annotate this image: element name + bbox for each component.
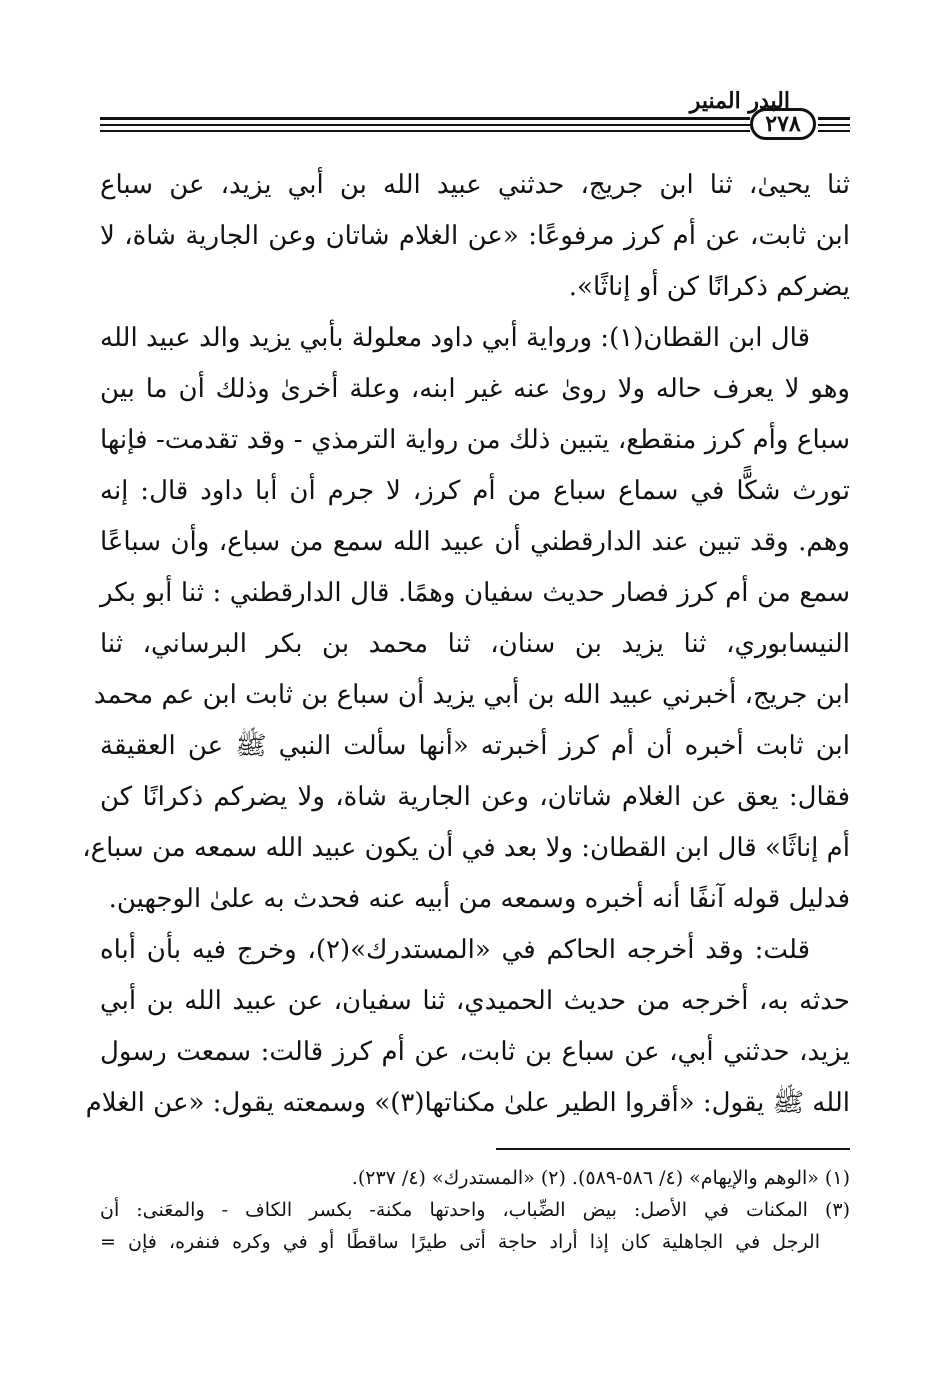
text-line: وهم. وقد تبين عند الدارقطني أن عبيد الله سمع من سباع، وأن سباعًا [100,527,850,557]
text-line: أم إناثًا» قال ابن القطان: ولا بعد في أن يكون عبيد الله سمعه من سباع، [82,833,850,863]
text-line: الله ﷺ يقول: «أقروا الطير علىٰ مكناتها(٣)» وسمعته يقول: «عن الغلام [85,1088,850,1118]
header-rule [100,117,750,120]
running-title: البدر المنير [689,88,790,114]
text-line: سمع من أم كرز فصار حديث سفيان وهمًا. قال الدارقطني : ثنا أبو بكر [100,578,850,608]
text-line: يزيد، حدثني أبي، عن سباع بن ثابت، عن أم كرز قالت: سمعت رسول [100,1037,850,1067]
text-line: فدليل قوله آنفًا أنه أخبره وسمعه من أبيه عنه فحدث به علىٰ الوجهين. [108,884,850,914]
text-line: النيسابوري، ثنا يزيد بن سنان، ثنا محمد بن بكر البرساني، ثنا [100,629,850,659]
text-line: وهو لا يعرف حاله ولا روىٰ عنه غير ابنه، وعلة أخرىٰ وذلك أن ما بين [100,374,850,404]
text-line: فقال: يعق عن الغلام شاتان، وعن الجارية شاة، ولا يضركم ذكرانًا كن [100,782,850,812]
text-line: سباع وأم كرز منقطع، يتبين ذلك من رواية الترمذي - وقد تقدمت- فإنها [100,425,850,455]
footnote-separator [496,1148,850,1150]
header-rule [100,124,750,126]
header-rule [818,117,850,120]
footnote-line: (١) «الوهم والإيهام» (٤/ ٥٨٦-٥٨٩). (٢) «المستدرك» (٤/ ٢٣٧). [351,1167,850,1189]
header-rule [818,124,850,126]
header-rule [818,130,850,132]
footnotes [100,1162,850,1258]
text-line: ابن جريج، أخبرني عبيد الله بن أبي يزيد أن سباع بن ثابت ابن عم محمد [93,680,850,710]
text-line: يضركم ذكرانًا كن أو إناثًا». [568,272,850,302]
page-header [100,84,850,144]
main-text [82,160,850,1129]
text-line: ابن ثابت، عن أم كرز مرفوعًا: «عن الغلام شاتان وعن الجارية شاة، لا [100,221,850,251]
footnote-line: (٣) المكنات في الأصل: بيض الضِّباب، واحدتها مكنة- بكسر الكاف - والمعَنى: أن [100,1199,850,1221]
header-rule [100,130,750,132]
text-line: حدثه به، أخرجه من حديث الحميدي، ثنا سفيان، عن عبيد الله بن أبي [100,986,850,1016]
footnote-line: الرجل في الجاهلية كان إذا أراد حاجة أتى طيرًا ساقطًا أو في وكره فنفره، فإن = [100,1231,820,1253]
text-line: قلت: وقد أخرجه الحاكم في «المستدرك»(٢)، وخرج فيه بأن أباه [100,935,810,965]
page-number: ٢٧٨ [750,108,816,140]
text-line: قال ابن القطان(١): ورواية أبي داود معلولة بأبي يزيد والد عبيد الله [100,323,810,353]
text-line: ابن ثابت أخبره أن أم كرز أخبرته «أنها سألت النبي ﷺ عن العقيقة [100,731,850,761]
text-line: تورث شكًّا في سماع سباع من أم كرز، لا جرم أن أبا داود قال: إنه [100,476,850,506]
text-line: ثنا يحيىٰ، ثنا ابن جريج، حدثني عبيد الله بن أبي يزيد، عن سباع [100,170,850,200]
